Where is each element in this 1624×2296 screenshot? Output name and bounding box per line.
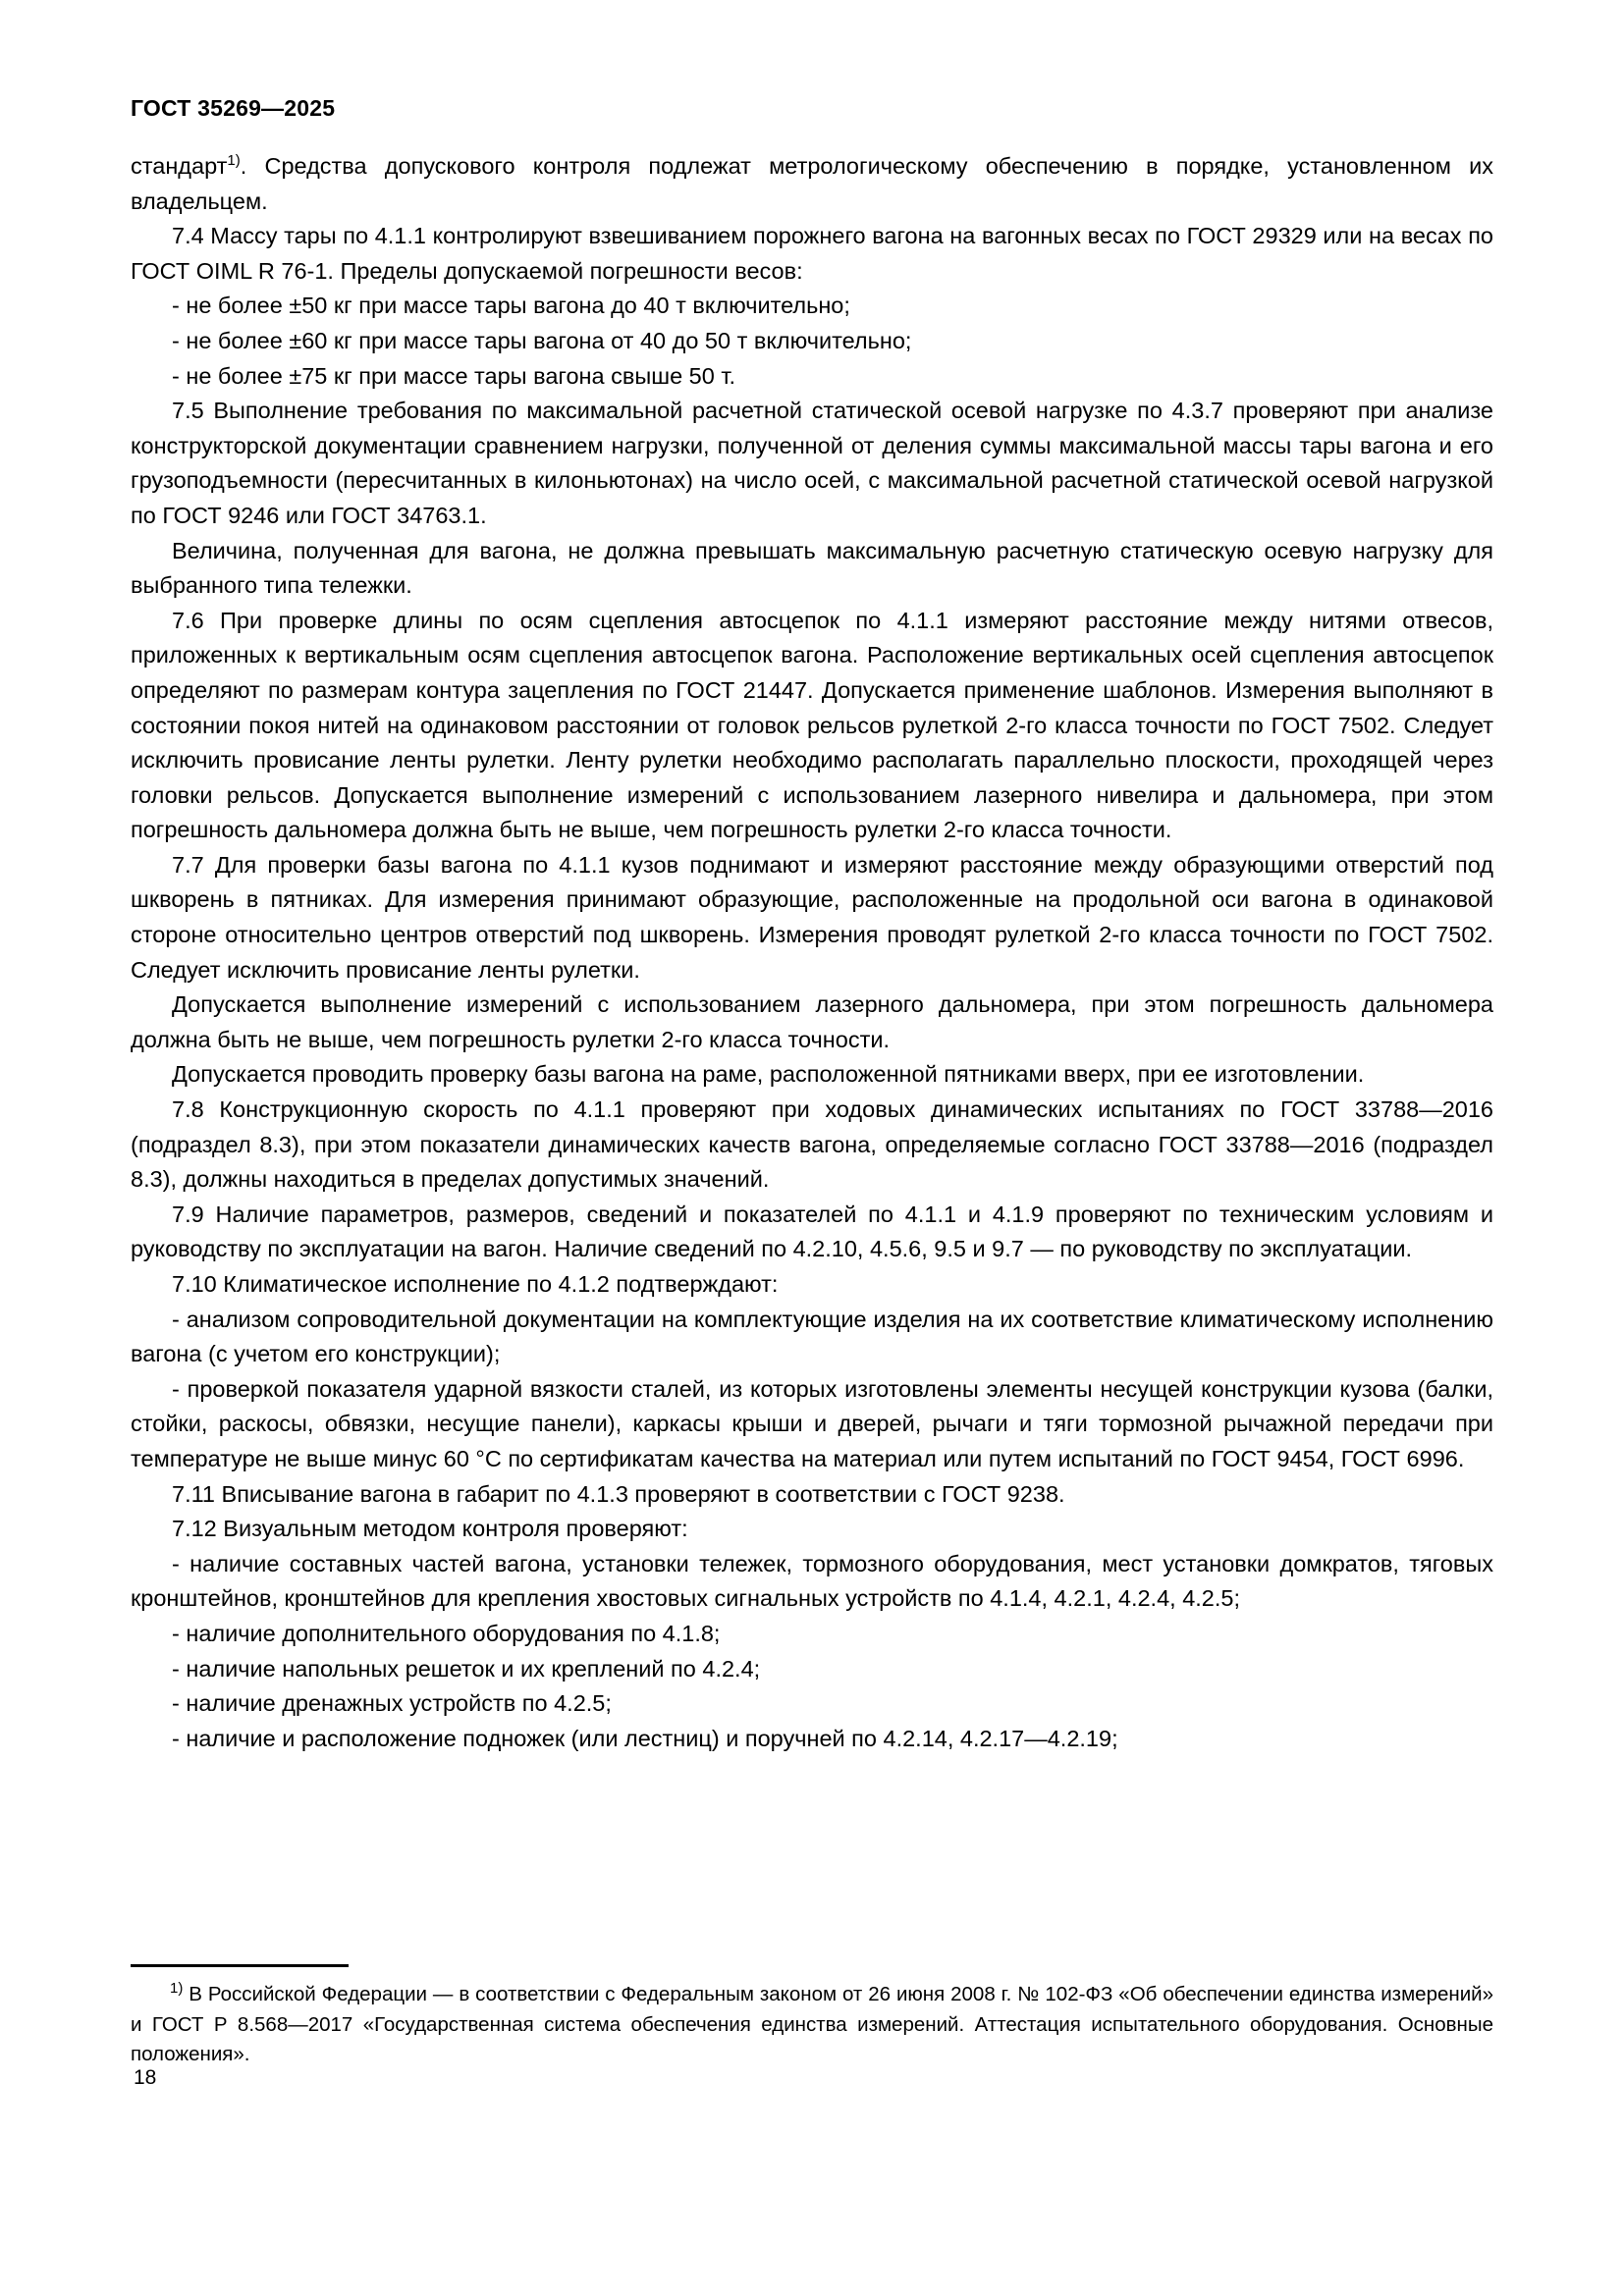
list-item-7-12-3: - наличие напольных решеток и их креплений по 4.2.4; [172,1655,761,1682]
footnote-separator-rule [131,1964,349,1967]
paragraph-7-5-note: Величина, полученная для вагона, не должна превышать максимальную расчетную статическую осевую нагрузку для выбранного типа тележки. [131,537,1493,599]
paragraph-7-4: 7.4 Массу тары по 4.1.1 контролируют взвешиванием порожнего вагона на вагонных весах по ГОСТ 29329 или на весах по ГОСТ OIML R 76-1. Пределы допускаемой погрешности весов: [131,223,1493,284]
list-item-7-12-5: - наличие и расположение подножек (или лестниц) и поручней по 4.2.14, 4.2.17—4.2.19; [172,1725,1118,1751]
list-item-7-12-2: - наличие дополнительного оборудования по 4.1.8; [172,1620,721,1646]
paragraph-7-9: 7.9 Наличие параметров, размеров, сведений и показателей по 4.1.1 и 4.1.9 проверяют по техническим условиям и руководству по эксплуатации на вагон. Наличие сведений по 4.2.10, 4.5.6, 9.5 и 9.7 — по руководству по эксплуатации. [131,1201,1493,1262]
paragraph-standard-continuation [131,149,1493,219]
body-text-block [131,149,1493,1756]
paragraph-7-6: 7.6 При проверке длины по осям сцепления автосцепок по 4.1.1 измеряют расстояние между нитями отвесов, приложенных к вертикальным осям сцепления автосцепок вагона. Расположение вертикальных осей сцепления автосцепок определяют по размерам контура зацепления по ГОСТ 21447. Допускается применение шаблонов. Измерения выполняют в состоянии покоя нитей на одинаковом расстоянии от головок рельсов рулеткой 2-го класса точности по ГОСТ 7502. Следует исключить провисание ленты рулетки. Ленту рулетки необходимо располагать параллельно плоскости, проходящей через головки рельсов. Допускается выполнение измерений с использованием лазерного нивелира и дальномера, при этом погрешность дальномера должна быть не выше, чем погрешность рулетки 2-го класса точности. [131,607,1493,843]
footnote-body: В Российской Федерации — в соответствии с Федеральным законом от 26 июня 2008 г. № 102-ФЗ «Об обеспечении единства измерений» и ГОСТ Р 8.568—2017 «Государственная система обеспечения единства измерений. Аттестация испытательного оборудования. Основные положения». [131,1983,1493,2065]
paragraph-7-11: 7.11 Вписывание вагона в габарит по 4.1.3 проверяют в соответствии с ГОСТ 9238. [172,1480,1065,1507]
paragraph-7-10: 7.10 Климатическое исполнение по 4.1.2 подтверждают: [172,1271,779,1297]
list-item-7-10-1: - анализом сопроводительной документации на комплектующие изделия на их соответствие климатическому исполнению вагона (с учетом его конструкции); [131,1306,1493,1367]
page-number: 18 [134,2066,157,2089]
paragraph-7-7-note-1: Допускается выполнение измерений с использованием лазерного дальномера, при этом погрешность дальномера должна быть не выше, чем погрешность рулетки 2-го класса точности. [131,991,1493,1052]
paragraph-7-12: 7.12 Визуальным методом контроля проверяют: [172,1516,688,1542]
list-item-7-12-4: - наличие дренажных устройств по 4.2.5; [172,1690,612,1717]
footnote-text [131,1980,1493,2070]
paragraph-7-7: 7.7 Для проверки базы вагона по 4.1.1 кузов поднимают и измеряют расстояние между образующими отверстий под шкворень в пятниках. Для измерения принимают образующие, расположенные на продольной оси вагона в одинаковой стороне относительно центров отверстий под шкворень. Измерения проводят рулеткой 2-го класса точности по ГОСТ 7502. Следует исключить провисание ленты рулетки. [131,851,1493,983]
paragraph-text: . Средства допускового контроля подлежат метрологическому обеспечению в порядке, установленном их владельцем. [131,153,1493,214]
paragraph-lead-word: стандарт [131,153,228,179]
footnote-zone [131,1964,1493,2070]
footnote-reference-marker: 1) [227,152,241,170]
paragraph-7-5: 7.5 Выполнение требования по максимальной расчетной статической осевой нагрузке по 4.3.7 проверяют при анализе конструкторской документации сравнением нагрузки, полученной от деления суммы максимальной массы тары вагона и его грузоподъемности (пересчитанных в килоньютонах) на число осей, с максимальной расчетной статической осевой нагрузкой по ГОСТ 9246 или ГОСТ 34763.1. [131,398,1493,528]
list-item-7-4-3: - не более ±75 кг при массе тары вагона свыше 50 т. [172,362,736,389]
paragraph-7-7-note-2: Допускается проводить проверку базы вагона на раме, расположенной пятниками вверх, при ее изготовлении. [172,1061,1365,1088]
running-header: ГОСТ 35269—2025 [131,95,336,121]
list-item-7-4-1: - не более ±50 кг при массе тары вагона до 40 т включительно; [172,293,850,319]
footnote-marker: 1) [170,1980,184,1998]
paragraph-7-8: 7.8 Конструкционную скорость по 4.1.1 проверяют при ходовых динамических испытаниях по ГОСТ 33788—2016 (подраздел 8.3), при этом показатели динамических качеств вагона, определяемые согласно ГОСТ 33788—2016 (подраздел 8.3), должны находиться в пределах допустимых значений. [131,1096,1493,1193]
list-item-7-4-2: - не более ±60 кг при массе тары вагона от 40 до 50 т включительно; [172,327,912,353]
list-item-7-10-2: - проверкой показателя ударной вязкости сталей, из которых изготовлены элементы несущей конструкции кузова (балки, стойки, раскосы, обвязки, несущие панели), каркасы крыши и дверей, рычаги и тяги тормозной рычажной передачи при температуре не выше минус 60 °C по сертификатам качества на материал или путем испытаний по ГОСТ 9454, ГОСТ 6996. [131,1375,1493,1471]
list-item-7-12-1: - наличие составных частей вагона, установки тележек, тормозного оборудования, мест установки домкратов, тяговых кронштейнов, кронштейнов для крепления хвостовых сигнальных устройств по 4.1.4, 4.2.1, 4.2.4, 4.2.5; [131,1550,1493,1612]
